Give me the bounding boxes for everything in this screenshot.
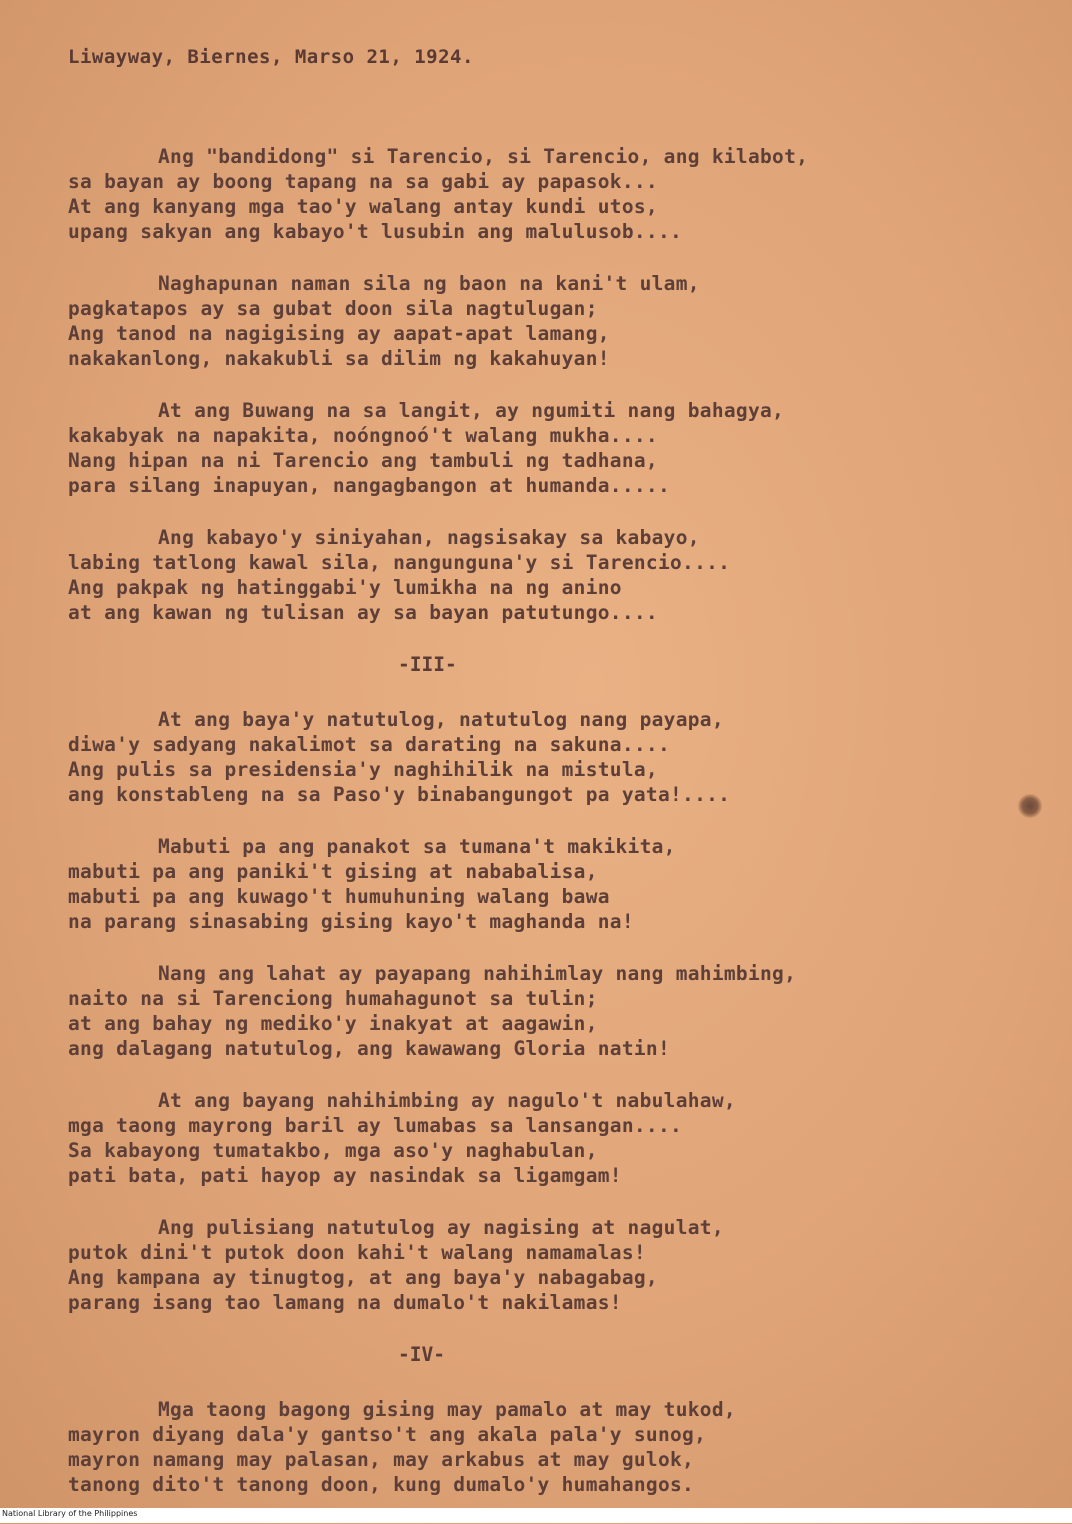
poem-line: kakabyak na napakita, noóngnoó't walang mukha.... [68, 424, 658, 447]
poem-line: labing tatlong kawal sila, nangunguna'y si Tarencio.... [68, 551, 731, 574]
document-header: Liwayway, Biernes, Marso 21, 1924. [68, 46, 474, 68]
poem-line: Naghapunan naman sila ng baon na kani't ulam, [158, 272, 700, 295]
poem-line: naito na si Tarenciong humahagunot sa tulin; [68, 987, 598, 1010]
poem-line: Ang "bandidong" si Tarencio, si Tarencio, ang kilabot, [158, 145, 809, 168]
stanza [68, 1088, 1008, 1188]
poem-line: At ang bayang nahihimbing ay nagulo't nabulahaw, [158, 1089, 736, 1112]
poem-body [68, 144, 1008, 1524]
poem-line: ang konstableng na sa Paso'y binabangungot pa yata!.... [68, 783, 731, 806]
poem-line: at ang bahay ng mediko'y inakyat at aagawin, [68, 1012, 598, 1035]
poem-line: Nang ang lahat ay payapang nahihimlay nang mahimbing, [158, 962, 797, 985]
library-credit: National Library of the Philippines [2, 1509, 138, 1518]
stanza [68, 961, 1008, 1061]
stanza [68, 525, 1008, 625]
poem-line: mayron namang may palasan, may arkabus at may gulok, [68, 1448, 695, 1471]
stanza [68, 398, 1008, 498]
poem-line: Ang pakpak ng hatinggabi'y lumikha na ng anino [68, 576, 622, 599]
poem-line: Ang kabayo'y siniyahan, nagsisakay sa kabayo, [158, 526, 700, 549]
stanza [68, 834, 1008, 934]
poem-line: At ang kanyang mga tao'y walang antay kundi utos, [68, 195, 658, 218]
poem-line: putok dini't putok doon kahi't walang namamalas! [68, 1241, 646, 1264]
poem-line: Mabuti pa ang panakot sa tumana't makikita, [158, 835, 676, 858]
poem-line: na parang sinasabing gising kayo't maghanda na! [68, 910, 634, 933]
footer-strip [0, 1508, 1072, 1523]
poem-line: ang dalagang natutulog, ang kawawang Gloria natin! [68, 1037, 670, 1060]
poem-line: At ang baya'y natutulog, natutulog nang payapa, [158, 708, 724, 731]
stanza [68, 707, 1008, 807]
poem-line: para silang inapuyan, nangagbangon at humanda..... [68, 474, 670, 497]
poem-line: mga taong mayrong baril ay lumabas sa lansangan.... [68, 1114, 683, 1137]
poem-line: Ang pulisiang natutulog ay nagising at nagulat, [158, 1216, 724, 1239]
poem-line: tanong dito't tanong doon, kung dumalo'y humahangos. [68, 1473, 695, 1496]
poem-line: nakakanlong, nakakubli sa dilim ng kakahuyan! [68, 347, 610, 370]
poem-line: Mga taong bagong gising may pamalo at may tukod, [158, 1398, 736, 1421]
stanza [68, 271, 1008, 371]
poem-line: upang sakyan ang kabayo't lusubin ang malulusob.... [68, 220, 683, 243]
poem-line: Ang kampana ay tinugtog, at ang baya'y nabagabag, [68, 1266, 658, 1289]
stanza [68, 1397, 1008, 1497]
poem-line: At ang Buwang na sa langit, ay ngumiti nang bahagya, [158, 399, 785, 422]
poem-line: Ang tanod na nagigising ay aapat-apat lamang, [68, 322, 610, 345]
poem-line: sa bayan ay boong tapang na sa gabi ay papasok... [68, 170, 658, 193]
poem-line: mabuti pa ang paniki't gising at nababalisa, [68, 860, 598, 883]
poem-line: diwa'y sadyang nakalimot sa darating na sakuna.... [68, 733, 670, 756]
poem-line: mayron diyang dala'y gantso't ang akala pala'y sunog, [68, 1423, 707, 1446]
poem-line: Ang pulis sa presidensia'y naghihilik na mistula, [68, 758, 658, 781]
poem-line: pati bata, pati hayop ay nasindak sa ligamgam! [68, 1164, 622, 1187]
poem-line: Sa kabayong tumatakbo, mga aso'y naghabulan, [68, 1139, 598, 1162]
stanza [68, 1215, 1008, 1315]
poem-line: pagkatapos ay sa gubat doon sila nagtulugan; [68, 297, 598, 320]
poem-line: parang isang tao lamang na dumalo't nakilamas! [68, 1291, 622, 1314]
poem-line: Nang hipan na ni Tarencio ang tambuli ng tadhana, [68, 449, 658, 472]
stanza [68, 144, 1008, 244]
section-marker: -III- [398, 653, 457, 676]
poem-line: at ang kawan ng tulisan ay sa bayan patutungo.... [68, 601, 658, 624]
paper-stain [1018, 794, 1042, 818]
poem-line: mabuti pa ang kuwago't humuhuning walang bawa [68, 885, 610, 908]
section-marker: -IV- [398, 1343, 445, 1366]
